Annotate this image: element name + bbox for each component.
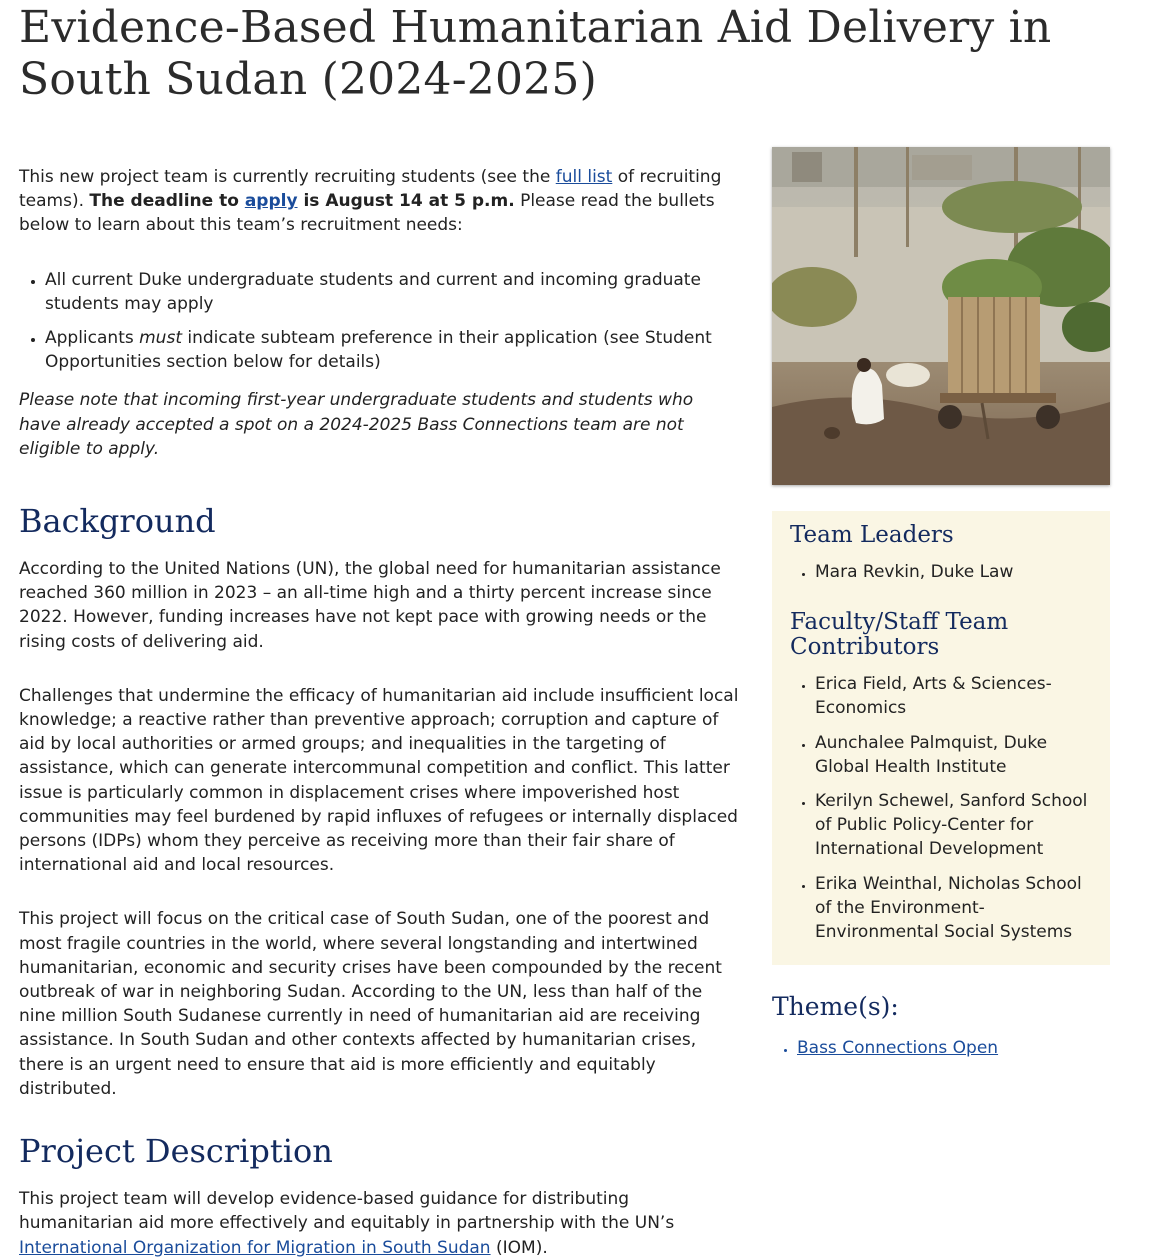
apply-link[interactable]: apply: [244, 191, 298, 212]
main-content: [19, 165, 739, 1260]
list-item: • Aunchalee Palmquist, Duke Global Health Institute: [815, 731, 1092, 779]
full-list-link[interactable]: full list: [555, 167, 613, 187]
team-leaders-list: [790, 560, 1092, 584]
list-item: • Kerilyn Schewel, Sanford School of Public Policy-Center for International Development: [815, 789, 1092, 862]
sidebar: [772, 147, 1110, 1060]
page-title: Evidence-Based Humanitarian Aid Delivery in South Sudan (2024-2025): [19, 2, 1052, 105]
background-heading: Background: [19, 502, 216, 541]
project-description-paragraph: This project team will develop evidence-based guidance for distributing humanitarian aid more effectively and equitably in partnership with the UN’s International Organization for Migration in South Sudan (IOM).: [19, 1189, 675, 1258]
themes-heading: Theme(s):: [772, 992, 899, 1021]
intro-paragraph: This new project team is currently recruiting students (see the full list of recruiting teams). The deadline to apply is August 14 at 5 p.m. Please read the bullets below to learn about this team’s recruitment needs:: [19, 167, 722, 236]
list-item: • Erika Weinthal, Nicholas School of the Environment-Environmental Social Systems: [815, 872, 1092, 945]
list-item: • Mara Revkin, Duke Law: [815, 560, 1092, 584]
contributors-heading: Faculty/Staff Team Contributors: [790, 609, 1009, 661]
background-paragraph-1: According to the United Nations (UN), the global need for humanitarian assistance reached 360 million in 2023 – an all-time high and a thirty percent increase since 2022. However, funding increases have not kept pace with growing needs or the rising costs of delivering aid.: [19, 559, 721, 652]
list-item: • Erica Field, Arts & Sciences-Economics: [815, 672, 1092, 720]
iom-link[interactable]: International Organization for Migration in South Sudan: [19, 1237, 491, 1258]
list-item: • All current Duke undergraduate students and current and incoming graduate students may apply: [45, 268, 739, 316]
deadline-text: The deadline to apply is August 14 at 5 p.m.: [89, 191, 515, 212]
background-paragraph-3: This project will focus on the critical case of South Sudan, one of the poorest and most fragile countries in the world, where several longstanding and intertwined humanitarian, economic and security crises have been compounded by the recent outbreak of war in neighboring Sudan. According to the UN, less than half of the nine million South Sudanese currently in need of humanitarian aid are receiving assistance. In South Sudan and other contexts affected by humanitarian crises, there is an urgent need to ensure that aid is more efficiently and equitably distributed.: [19, 909, 722, 1099]
project-photo: [772, 147, 1110, 485]
team-leaders-heading: Team Leaders: [790, 522, 954, 548]
team-box: [772, 511, 1110, 965]
project-description-heading: Project Description: [19, 1132, 333, 1171]
contributors-list: [790, 672, 1092, 944]
list-item: [797, 1036, 1110, 1060]
background-paragraph-2: Challenges that undermine the efficacy of humanitarian aid include insufficient local knowledge; a reactive rather than preventive approach; corruption and capture of aid by local authorities or armed groups; and inequalities in the targeting of assistance, which can generate intercommunal competition and conflict. This latter issue is particularly common in displacement crises where impoverished host communities may feel burdened by rapid influxes of refugees or internally displaced persons (IDPs) whom they perceive as receiving more than their fair share of international aid and local resources.: [19, 685, 739, 876]
theme-link-bass-connections-open[interactable]: Bass Connections Open: [797, 1038, 999, 1058]
recruitment-bullets: [19, 268, 739, 375]
list-item: • Applicants must indicate subteam preference in their application (see Student Opportunities section below for details): [45, 326, 739, 374]
themes-list: [772, 1036, 1110, 1060]
eligibility-note: Please note that incoming first-year undergraduate students and students who have already accepted a spot on a 2024-2025 Bass Connections team are not eligible to apply.: [19, 390, 694, 459]
